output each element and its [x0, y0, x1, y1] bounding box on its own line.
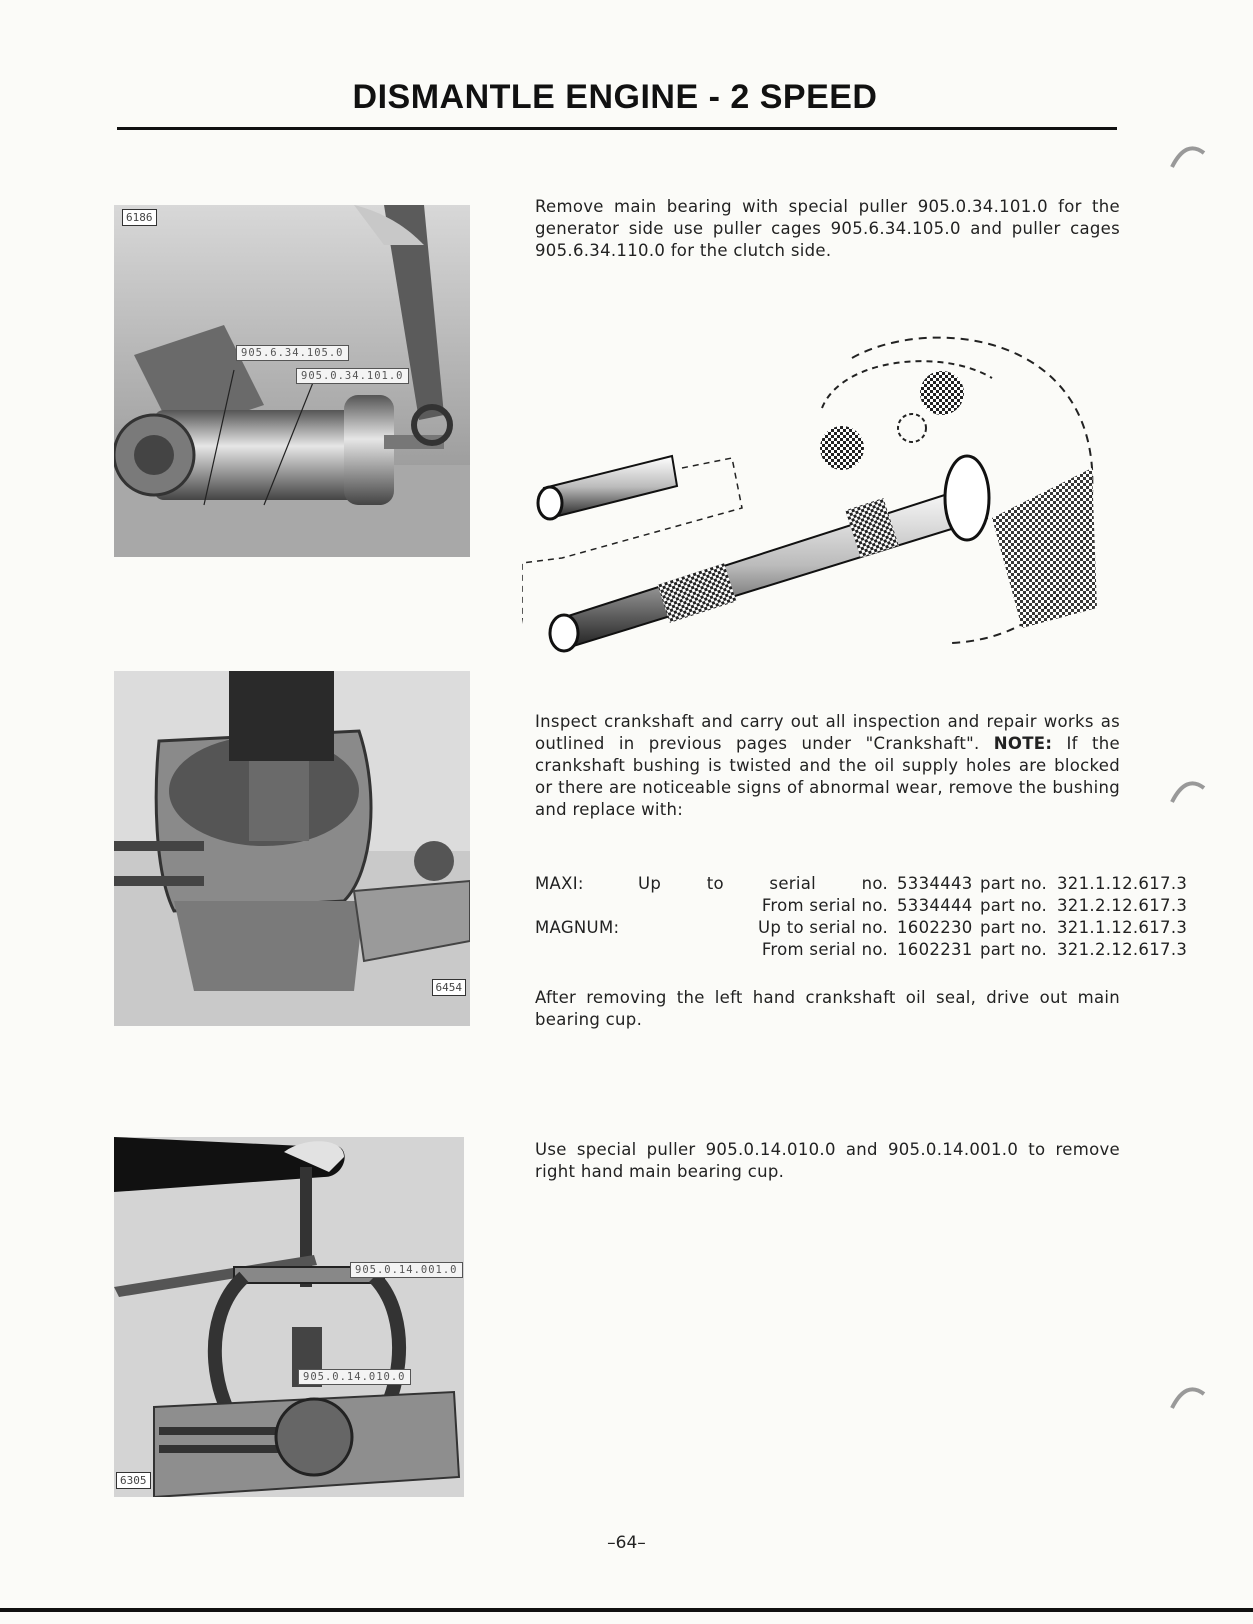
figure-code: 6186 [122, 209, 157, 226]
bottom-scan-edge [0, 1608, 1253, 1612]
binder-hole-mark-middle [1168, 772, 1208, 808]
serial-number: 5334443 [897, 874, 973, 893]
photo-right-bearing-puller [114, 1137, 464, 1497]
serial-range: From serial no. [761, 896, 888, 915]
binder-hole-mark-bottom [1168, 1378, 1208, 1414]
serial-range: Up to serial no. [758, 918, 888, 937]
part-label: part no. [980, 940, 1047, 959]
bushing-parts-table [535, 874, 1188, 962]
text-remove-main-bearing: Remove main bearing with special puller 905.0.34.101.0 for the generator side use puller cages 905.6.34.105.0 and puller cages 905.6.34.110.0 for the clutch side. [535, 197, 1120, 260]
title-rule [117, 127, 1117, 130]
text-inspect-crankshaft [535, 711, 1120, 821]
note-text: If the crankshaft bushing is twisted and the oil supply holes are blocked or there are noticeable signs of abnormal wear, remove the bushing and replace with: [535, 734, 1120, 819]
part-label: part no. [980, 896, 1047, 915]
tool-tag-puller: 905.0.34.101.0 [296, 368, 409, 384]
part-label: part no. [980, 918, 1047, 937]
text-drive-out-bearing-cup: After removing the left hand crankshaft oil seal, drive out main bearing cup. [535, 988, 1120, 1029]
inspect-crankshaft-text: Inspect crankshaft and carry out all inspection and repair works as outlined in previous pages under "Crankshaft". [535, 712, 1120, 753]
model-name: MAGNUM: [535, 918, 620, 937]
page-title: DISMANTLE ENGINE - 2 SPEED [352, 78, 878, 116]
part-label: part no. [980, 874, 1047, 893]
figure-code: 6305 [116, 1472, 151, 1489]
serial-number: 1602231 [897, 940, 973, 959]
diagram-crankshaft-bushing [522, 318, 1122, 663]
note-label: NOTE: [993, 734, 1053, 753]
table-row [535, 940, 1188, 962]
serial-number: 5334444 [897, 896, 973, 915]
table-row [535, 918, 1188, 940]
tool-tag-puller-legs: 905.0.14.010.0 [298, 1369, 411, 1385]
model-name: MAXI: [535, 874, 584, 893]
photo-crankcase-press [114, 671, 470, 1026]
serial-range: Up to serial no. [638, 874, 888, 893]
photo-bearing-puller [114, 205, 470, 557]
tool-tag-puller-cage: 905.6.34.105.0 [236, 345, 349, 361]
serial-number: 1602230 [897, 918, 973, 937]
binder-hole-mark-top [1168, 137, 1208, 173]
table-row [535, 874, 1188, 896]
part-number: 321.2.12.617.3 [1057, 896, 1188, 915]
part-number: 321.2.12.617.3 [1057, 940, 1188, 959]
tool-tag-puller-body: 905.0.14.001.0 [350, 1262, 463, 1278]
table-row [535, 896, 1188, 918]
figure-code: 6454 [432, 979, 467, 996]
text-right-bearing-cup: Use special puller 905.0.14.010.0 and 905.0.14.001.0 to remove right hand main bearing cup. [535, 1140, 1120, 1181]
page-number: –64– [607, 1533, 646, 1553]
part-number: 321.1.12.617.3 [1057, 918, 1188, 937]
serial-range: From serial no. [761, 940, 888, 959]
part-number: 321.1.12.617.3 [1057, 874, 1188, 893]
